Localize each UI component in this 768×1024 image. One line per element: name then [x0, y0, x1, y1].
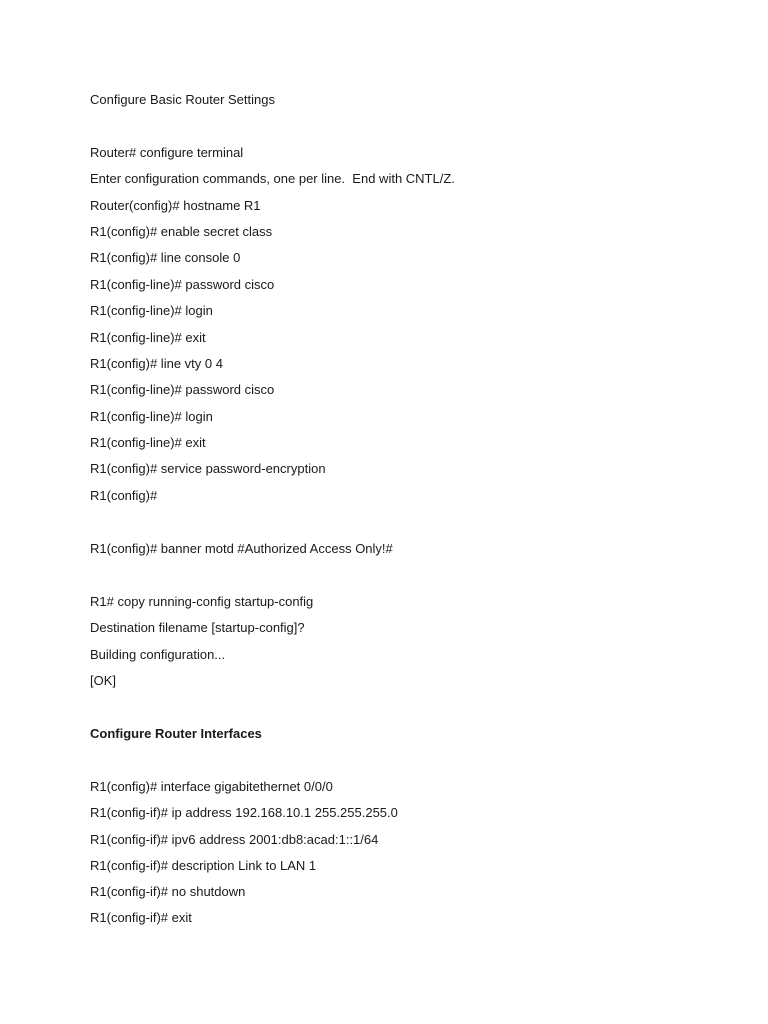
config-line: R1(config-line)# password cisco — [90, 277, 275, 292]
section-title-basic-router-settings: Configure Basic Router Settings — [90, 92, 275, 107]
config-line: R1(config)# service password-encryption — [90, 461, 326, 476]
config-line: R1(config-line)# exit — [90, 330, 206, 345]
config-line: R1(config)# enable secret class — [90, 224, 273, 239]
save-config-line: [OK] — [90, 673, 117, 688]
interface-config-line: R1(config-if)# description Link to LAN 1 — [90, 858, 317, 873]
config-line: R1(config-line)# login — [90, 303, 213, 318]
section-title-router-interfaces: Configure Router Interfaces — [90, 726, 262, 741]
interface-config-line: R1(config-if)# ip address 192.168.10.1 255.255.255.0 — [90, 805, 398, 820]
config-line: Enter configuration commands, one per line. End with CNTL/Z. — [90, 171, 455, 186]
interface-config-line: R1(config-if)# no shutdown — [90, 884, 246, 899]
config-line: Router(config)# hostname R1 — [90, 198, 261, 213]
config-line: R1(config-line)# login — [90, 409, 213, 424]
config-line: R1(config)# — [90, 488, 158, 503]
config-line: R1(config-line)# exit — [90, 435, 206, 450]
save-config-line: Destination filename [startup-config]? — [90, 620, 305, 635]
banner-config-line: R1(config)# banner motd #Authorized Access Only!# — [90, 541, 393, 556]
config-line: R1(config-line)# password cisco — [90, 382, 275, 397]
interface-config-line: R1(config-if)# exit — [90, 910, 192, 925]
save-config-line: R1# copy running-config startup-config — [90, 594, 314, 609]
interface-config-line: R1(config)# interface gigabitethernet 0/0/0 — [90, 779, 333, 794]
interface-config-line: R1(config-if)# ipv6 address 2001:db8:acad:1::1/64 — [90, 832, 379, 847]
config-line: R1(config)# line console 0 — [90, 250, 241, 265]
save-config-line: Building configuration... — [90, 647, 226, 662]
config-line: R1(config)# line vty 0 4 — [90, 356, 223, 371]
config-line: Router# configure terminal — [90, 145, 244, 160]
